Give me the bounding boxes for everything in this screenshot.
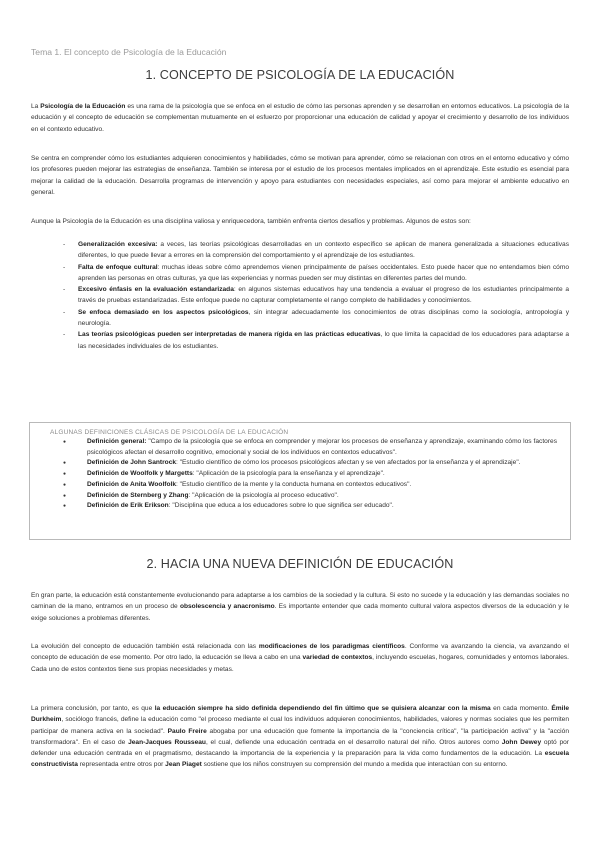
list-item: ● Definición de John Santrock: "Estudio científico de cómo los procesos psicológicos afectan y se ven afectados por la enseñanza y el aprendizaje". [37, 458, 557, 469]
section-2-title: 2. HACIA UNA NUEVA DEFINICIÓN DE EDUCACIÓN [146, 557, 454, 571]
list-item: - Se enfoca demasiado en los aspectos psicológicos, sin integrar adecuadamente los conocimientos de otras disciplinas como la sociología, antropología y neurología. [31, 307, 569, 330]
list-item: ● Definición de Woolfolk y Margetts: "Aplicación de la psicología para la enseñanza y el aprendizaje". [37, 469, 557, 480]
list-item: - Las teorías psicológicas pueden ser interpretadas de manera rígida en las prácticas educativas, lo que limita la capacidad de los educadores para adaptarse a las necesidades individuales de los estudiantes. [31, 329, 569, 352]
list-item: ● Definición de Anita Woolfolk: "Estudio científico de la mente y la conducta humana en contextos educativos". [37, 480, 557, 491]
section-2-paragraph-2: La evolución del concepto de educación también está relacionada con las modificaciones de los paradigmas científicos. Conforme va avanzando la ciencia, va avanzando el concepto de educación de ese momento. Por otro lado, la educación se lleva a cabo en una variedad de contextos, incluyendo escuelas, hogares, comunidades y entornos laborales. Cada uno de estos contextos tiene sus propias necesidades y metas. [31, 643, 570, 673]
section-1-paragraph-2: Se centra en comprender cómo los estudiantes adquieren conocimientos y habilidades, cómo se motivan para aprender, cómo se relacionan con otros en el entorno educativo y cómo los profesores pueden mejorar las estrategias de enseñanza. También se interesa por el estudio de los procesos mentales implicados en el aprendizaje. Este estudio es esencial para mejorar la calidad de la educación. Desarrolla programas de intervención y apoyo para estudiantes con necesidades especiales, así como para mejorar el ambiente educativo en general. [31, 155, 569, 196]
definitions-list [37, 437, 557, 512]
section-1-paragraph-1: La Psicología de la Educación es una rama de la psicología que se enfoca en el estudio de cómo las personas aprenden y se desarrollan en entornos educativos. La psicología de la educación y el concepto de educación se complementan mutuamente en el esfuerzo por proporcionar una educación de calidad y apoyar el crecimiento y desarrollo de los individuos en el contexto educativo. [31, 103, 569, 133]
section-2-paragraph-1: En gran parte, la educación está constantemente evolucionando para adaptarse a los cambios de la sociedad y la cultura. Si esto no sucede y la educación y las demandas sociales no caminan de la mano, entramos en un proceso de obsolescencia y anacronismo. Es importante entender que cada momento cultural valora aspectos diversos de la educación y le exige soluciones a problemas diferentes. [31, 592, 569, 622]
list-item: ● Definición de Sternberg y Zhang: "Aplicación de la psicología al proceso educativo". [37, 491, 557, 502]
section-2-paragraph-3: La primera conclusión, por tanto, es que la educación siempre ha sido definida dependiendo del fin último que se quisiera alcanzar con la misma en cada momento. Émile Durkheim, sociólogo francés, define la educación como "el proceso mediante el cual los individuos adquieren conocimientos, habilidades, valores y normas sociales que les permiten participar de manera activa en la sociedad". Paulo Freire abogaba por una educación que fomente la importancia de la "conciencia crítica", "la participación activa" y la "acción transformadora". En el caso de Jean-Jacques Rousseau, el cual, defiende una educación centrada en el desarrollo natural del niño. Otros autores como John Dewey optó por defender una educación centrada en el pragmatismo, destacando la importancia de la experiencia y la preparación para la vida como fundamentos de la educación. La escuela constructivista representada entre otros por Jean Piaget sostiene que los niños construyen su comprensión del mundo a medida que interactúan con su entorno. [31, 705, 569, 769]
list-item: ● Definición de Erik Erikson: "Disciplina que educa a los educadores sobre lo que significa ser educado". [37, 501, 557, 512]
section-1-paragraph-3: Aunque la Psicología de la Educación es una disciplina valiosa y enriquecedora, también enfrenta ciertos desafíos y problemas. Algunos de estos son: [31, 218, 471, 225]
list-item: - Falta de enfoque cultural: muchas ideas sobre cómo aprendemos vienen principalmente de países occidentales. Esto puede hacer que no entendamos bien cómo aprenden las personas en otras culturas, ya que las experiencias y normas pueden ser muy distintas en diferentes partes del mundo. [31, 262, 569, 285]
running-header: Tema 1. El concepto de Psicología de la Educación [31, 47, 227, 57]
list-item: - Generalización excesiva: a veces, las teorías psicológicas desarrolladas en un contexto específico se aplican de manera generalizada a situaciones educativas diferentes, lo que puede llevar a errores en la comprensión del comportamiento y el aprendizaje de los estudiantes. [31, 239, 569, 262]
definitions-box [29, 422, 571, 540]
challenges-list [31, 239, 569, 352]
definitions-box-title: ALGUNAS DEFINICIONES CLÁSICAS DE PSICOLOGÍA DE LA EDUCACIÓN [50, 429, 289, 436]
list-item: - Excesivo énfasis en la evaluación estandarizada: en algunos sistemas educativos hay una tendencia a evaluar el progreso de los estudiantes principalmente a través de pruebas estandarizadas. Este enfoque puede no capturar completamente el rango completo de habilidades y conocimientos. [31, 284, 569, 307]
list-item: ● Definición general: "Campo de la psicología que se enfoca en comprender y mejorar los procesos de enseñanza y aprendizaje, examinando cómo los factores psicológicos afectan el desarrollo cognitivo, emocional y social de los individuos en contextos educativos". [37, 437, 557, 458]
section-1-title: 1. CONCEPTO DE PSICOLOGÍA DE LA EDUCACIÓN [145, 68, 455, 82]
